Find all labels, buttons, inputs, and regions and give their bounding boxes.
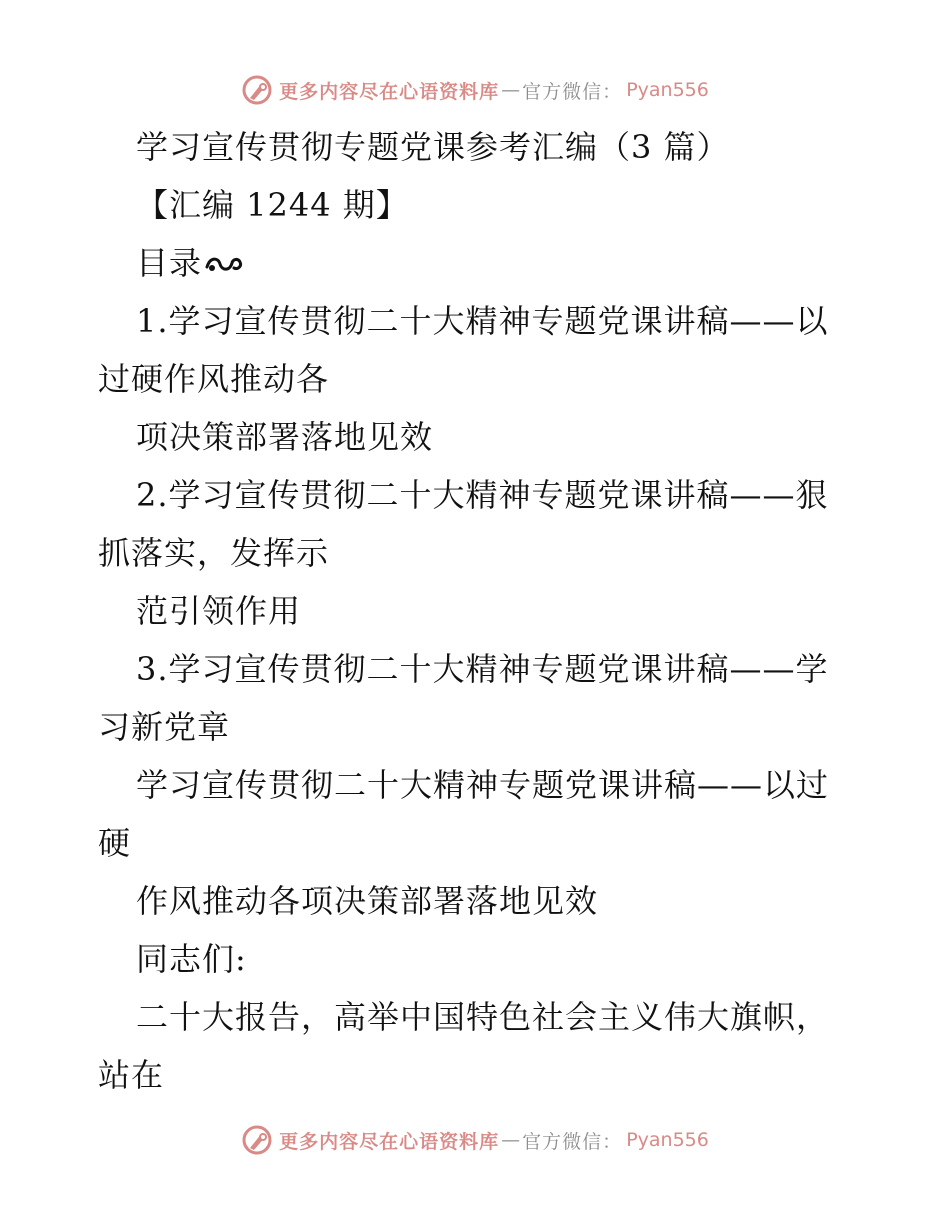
pen-logo-icon — [241, 1124, 273, 1156]
issue-number: 【汇编 1244 期】 — [136, 186, 409, 224]
document-line: 习新党章 — [98, 708, 231, 746]
document-line: 2.学习宣传贯彻二十大精神专题党课讲稿——狠 — [136, 476, 829, 514]
watermark-main-text: 更多内容尽在心语资料库 — [279, 1130, 500, 1153]
watermark-dash: — — [501, 1129, 521, 1151]
document-line: 二十大报告，高举中国特色社会主义伟大旗帜， — [136, 998, 830, 1036]
watermark-contact-label: 官方微信： — [522, 80, 623, 103]
toc-heading-row — [98, 234, 858, 292]
document-line: 过硬作风推动各 — [98, 360, 330, 398]
document-line: 3.学习宣传贯彻二十大精神专题党课讲稿——学 — [136, 650, 829, 688]
document-line: 范引领作用 — [136, 592, 302, 630]
watermark-handle: Pyan556 — [626, 79, 709, 101]
document-line: 作风推动各项决策部署落地见效 — [136, 882, 599, 920]
document-title: 学习宣传贯彻专题党课参考汇编（3 篇） — [136, 128, 730, 166]
header-watermark — [0, 70, 950, 110]
document-line: 1.学习宣传贯彻二十大精神专题党课讲稿——以 — [136, 302, 829, 340]
document-line: 项决策部署落地见效 — [136, 418, 434, 456]
footer-watermark — [0, 1120, 950, 1160]
document-line: 抓落实，发挥示 — [98, 534, 330, 572]
toc-heading: 目录 — [136, 244, 203, 282]
pen-logo-icon — [241, 74, 273, 106]
document-line: 同志们: — [136, 940, 247, 978]
document-body — [98, 118, 858, 1104]
watermark-main-text: 更多内容尽在心语资料库 — [279, 80, 500, 103]
swirl-ornament-icon — [204, 251, 244, 277]
document-line: 站在 — [98, 1056, 165, 1094]
document-line: 硬 — [98, 824, 132, 862]
watermark-dash: — — [501, 79, 521, 101]
watermark-handle: Pyan556 — [626, 1129, 709, 1151]
document-lines — [98, 292, 858, 1104]
document-line: 学习宣传贯彻二十大精神专题党课讲稿——以过 — [136, 766, 830, 804]
watermark-contact-label: 官方微信： — [522, 1130, 623, 1153]
